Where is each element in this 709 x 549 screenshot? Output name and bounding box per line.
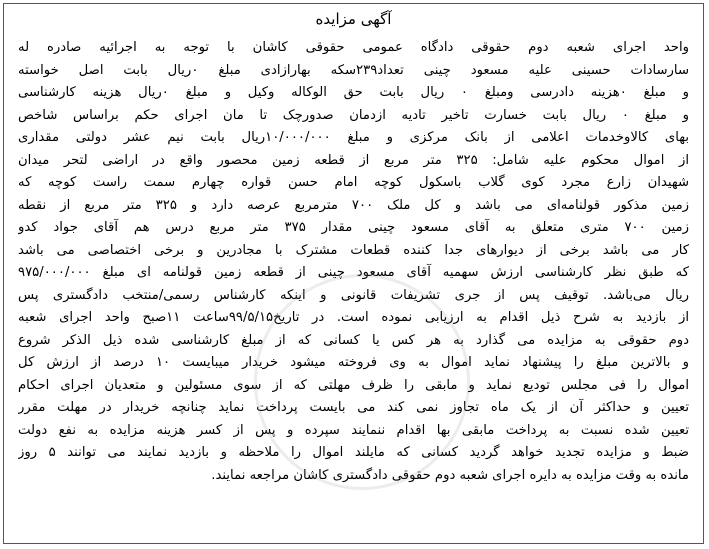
notice-body	[18, 37, 689, 487]
notice-line: و مبلغ ۰ ریال بابت خسارت تاخیر تادیه ازدمان صدورچک تا مان اجرای حکم براساس شاخص	[18, 107, 689, 123]
notice-line: سارسادات حسینی علیه مسعود چینی تعداد۲۳۹سکه بهارازادی مبلغ ۰ریال بابت اصل خواسته	[18, 62, 689, 78]
notice-line: و بالاترین مبلغ را پیشنهاد نماید اموال به وی فروخته میشود خریدار میبایست ۱۰ درصد از ارزش کل	[18, 355, 689, 370]
notice-line: زمین ۷۰۰ متری متعلق به آقای مسعود چینی مقدار ۳۷۵ متر مربع درس هم آقای جواد کدو	[18, 220, 689, 235]
notice-line: زمین مذکور قولنامه‌ای می باشد و کل ملک ۷۰۰ مترمربع عرصه دارد و ۳۲۵ متر مربع از نقطه	[18, 197, 689, 213]
notice-line: کار می باشد برخی از دیوارهای جدا کننده قطعات مشترک با مجادرین و برخی اختصاصی می باشد	[18, 242, 689, 258]
notice-title: آگهی مزایده	[315, 10, 392, 28]
notice-frame	[3, 3, 704, 544]
notice-line: شهیدان زارع مجرد کوی گلاب باسکول کوچه امام حسن قواره چهارم سمت راست کوچه که	[18, 175, 689, 190]
notice-line: که طبق نظر کارشناسی ارزش سهمیه آقای مسعود چینی از قطعه زمین قولنامه ای مبلغ ۹۷۵/۰۰۰/۰۰۰	[18, 265, 689, 280]
notice-line: از بازدید به شرح ذیل اقدام به ارزیابی نموده است. در تاریخ۹۹/۵/۱۵ساعت ۱۱صبح واحد اجرای شعبه	[18, 310, 689, 325]
notice-line: اموال را فی مجلس تودیع نماید و مابقی را ظرف مهلتی که از سوی مسئولین و متعدیان اجرای احکام	[18, 377, 689, 393]
notice-line: تعیین و حداکثر آن از یک ماه تجاوز نمی کند می بایست پرداخت نماید چنانچه خریدار در مهلت مقرر	[18, 400, 689, 415]
notice-line: مانده به وقت مزایده به دایره اجرای شعبه دوم حقوقی دادگستری کاشان مراجعه نمایند.	[211, 467, 689, 483]
notice-line: از اموال محکوم علیه شامل: ۳۲۵ متر مربع از قطعه زمین محصور واقع در اراضی لتحر میدان	[18, 152, 689, 168]
notice-line: ضبط و مزایده تجدید خواهد گردید کسانی که مایلند اموال را ملاحظه و بازدید نمایند می توانند ۵ روز	[18, 445, 689, 460]
notice-line: تعیین شده نسبت به پرداخت مابقی بها اقدام ننمایند سپرده و پس از کسر هزینه مزایده به نفع دولت	[18, 422, 689, 438]
notice-line: بهای کالاوخدمات اعلامی از بانک مرکزی و مبلغ ۱۰/۰۰۰/۰۰۰ریال بابت نیم عشر دولتی مقداری	[18, 130, 689, 145]
notice-line: ریال می‌باشد. توقیف پس از جری تشریفات قانونی و اینکه کارشناس رسمی/منتخب دادگستری پس	[18, 287, 689, 303]
notice-line: واحد اجرای شعبه دوم حقوقی دادگاه عمومی حقوقی کاشان با توجه به اجرائیه صادره له	[18, 40, 689, 55]
notice-line: دوم حقوقی به مزایده می گذارد به هر کس یا کسانی که از مبلغ کارشناسی شده ذیل الذکر شروع	[18, 332, 689, 348]
notice-line: و مبلغ ۰هزینه دادرسی ومبلغ ۰ ریال بابت حق الوکاله وکیل و مبلغ ۰ریال هزینه کارشناسی	[18, 85, 689, 100]
